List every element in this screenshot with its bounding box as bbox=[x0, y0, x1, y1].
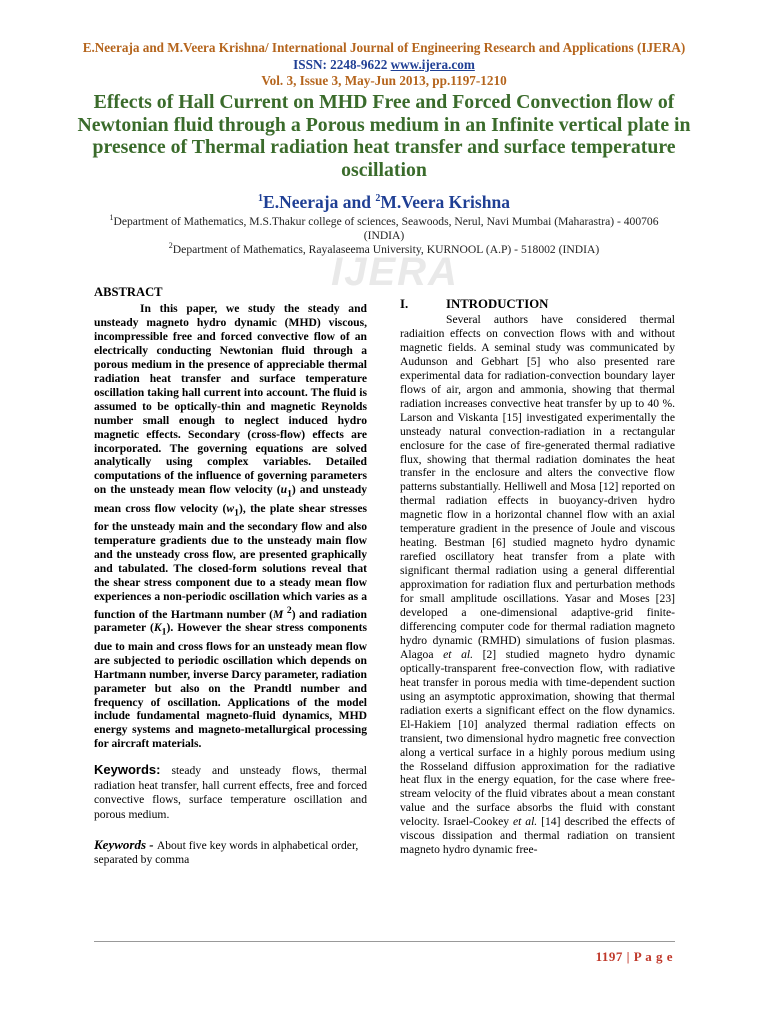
affiliation-2 bbox=[90, 239, 678, 257]
intro-part-1: Several authors have considered thermal radiaition effects on convection flows with and without magnetic fields. A seminal study was communicated by Audunson and Gebhart [5] who also presented rare experimental data for radiation-convection boundary layer flows of air, argon and ammonia, showing that thermal radiation increases convective heat transfer by up to 40 %. Larson and Viskanta [15] investigated experimentally the unsteady natural convection-radiation in a rectangular enclosure for the case of fire-generated thermal radiative flux, showing that thermal radiation dominates the heat transfer in the enclosure and alters the convective flow patterns substantially. Helliwell and Mosa [12] reported on thermal radiation effects in buoyancy-driven hydro magnetic flow in a horizontal channel flow with an axial temperature gradient in the presence of Joule and viscous heating. Bestman [6] studied magneto hydro dynamic rarefied oscillatory heat transfer from a plate with significant thermal radiation using a general differential approximation for radiation flux and perturbation methods for small amplitude oscillations. Yasar and Moses [23] developed a one-dimensional adaptive-grid finite-differencing computer code for thermal radiation magneto hydro dynamic (RMHD) simulations of fusion plasmas. Alagoa bbox=[400, 313, 675, 661]
page-footer bbox=[596, 949, 673, 965]
affiliation-2-text: Department of Mathematics, Rayalaseema University, KURNOOL (A.P) - 518002 (INDIA) bbox=[172, 242, 600, 256]
symbol-k-sub: 1 bbox=[161, 626, 167, 638]
affiliation-2-sup: 2 bbox=[168, 241, 173, 250]
keywords-label: Keywords: bbox=[94, 762, 161, 778]
author2-sup: 2 bbox=[375, 193, 381, 204]
left-column bbox=[94, 285, 367, 868]
keywords-template-label: Keywords - bbox=[94, 836, 157, 852]
introduction-text bbox=[400, 313, 675, 857]
intro-etal-2: et al. bbox=[513, 815, 538, 829]
keywords-template bbox=[94, 838, 367, 868]
keywords-text: steady and unsteady flows, thermal radiation heat transfer, hall current effects, free and forced convective flows, surface temperature oscillation and porous medium. bbox=[94, 764, 367, 821]
abstract-part-5: ). However the shear stress components due to main and cross flows for an unsteady mean flow are subjected to periodic oscillation which depends on Hartmann number, inverse Darcy parameter, radiation parameter but also on the Prandtl number and frequency of oscillation. Applications of the model include fundamental magneto-fluid dynamics, MHD energy systems and magneto-metallurgical processing for aircraft materials. bbox=[94, 621, 367, 751]
symbol-w-sub: 1 bbox=[234, 506, 239, 518]
watermark-logo: IJERA bbox=[331, 250, 459, 294]
author1-name: E.Neeraja bbox=[263, 191, 339, 212]
keywords-template-text: About five key words in alphabetical order, separated by comma bbox=[94, 838, 359, 867]
affiliation-1-text: Department of Mathematics, M.S.Thakur college of sciences, Seawoods, Nerul, Navi Mumbai (Maharastra) - 400706 (INDIA) bbox=[113, 214, 659, 242]
footer-divider bbox=[94, 941, 675, 942]
keywords bbox=[94, 763, 367, 822]
paper-title: Effects of Hall Current on MHD Free and Forced Convection flow of Newtonian fluid through a Porous medium in an Infinite vertical plate in presence of Thermal radiation heat transfer and surface temperature oscillation bbox=[77, 91, 691, 181]
abstract-part-4: ) and radiation parameter ( bbox=[94, 607, 367, 635]
abstract-heading: ABSTRACT bbox=[94, 285, 163, 299]
symbol-k: K bbox=[153, 621, 162, 635]
abstract-part-1: In this paper, we study the steady and unsteady magneto hydro dynamic (MHD) viscous, incompressible free and forced convective flow of an electrically conducting Newtonian fluid through a porous medium in the presence of appreciable thermal radiation heat transfer and surface temperature oscillation taking hall current into account. The fluid is assumed to be optically-thin and magnetic Reynolds number small enough to neglect induced hydro magnetic effects. Secondary (cross-flow) effects are incorporated. The governing equations are solved analytically using complex variables. Detailed computations of the influence of governing parameters on the unsteady mean flow velocity ( bbox=[94, 302, 367, 497]
abstract-part-2: ) and unsteady mean cross flow velocity ( bbox=[94, 483, 367, 515]
header-volume: Vol. 3, Issue 3, May-Jun 2013, pp.1197-1210 bbox=[261, 73, 507, 88]
section-number: I. bbox=[400, 297, 409, 311]
intro-etal-1: et al. bbox=[443, 647, 474, 661]
page-label: P a g e bbox=[633, 949, 673, 964]
symbol-m: M bbox=[273, 607, 284, 621]
header-citation: E.Neeraja and M.Veera Krishna/ International Journal of Engineering Research and Applications (IJERA) bbox=[82, 40, 686, 55]
author2-name: M.Veera Krishna bbox=[380, 191, 510, 212]
introduction-heading bbox=[400, 297, 675, 312]
symbol-m-sup: 2 bbox=[286, 604, 292, 616]
header-issn: ISSN: 2248-9622 bbox=[293, 56, 388, 72]
journal-header bbox=[80, 40, 688, 90]
header-website-link[interactable]: www.ijera.com bbox=[390, 56, 475, 72]
symbol-w: w bbox=[226, 501, 235, 515]
symbol-u-sub: 1 bbox=[287, 488, 292, 500]
affiliation-1-sup: 1 bbox=[109, 213, 114, 222]
author-and: and bbox=[338, 191, 376, 212]
author1-sup: 1 bbox=[258, 193, 264, 204]
footer-separator: | bbox=[622, 949, 634, 964]
intro-part-2: [2] studied magneto hydro dynamic optically-transparent free-convection flow, with radiative heat transfer in porous media with time-dependent suction using an asymptotic approximation, showing that thermal radiation exerts a significant effect on the flow dynamics. El-Hakiem [10] analyzed thermal radiation effects on transient, two dimensional hydro magnetic free convection along a vertical surface in a highly porous medium using the Rosseland diffusion approximation for the radiative heat flux in the energy equation, for the case where free-stream velocity of the fluid vibrates about a mean constant value and the surface absorbs the fluid with constant velocity. Israel-Cookey bbox=[400, 647, 675, 829]
symbol-u: u bbox=[280, 483, 288, 497]
section-title: INTRODUCTION bbox=[446, 297, 549, 311]
abstract-text bbox=[94, 302, 367, 751]
intro-part-3: [14] described the effects of viscous dissipation and thermal radiation on transient magneto hydro dynamic free- bbox=[400, 815, 676, 857]
right-column bbox=[400, 297, 675, 857]
abstract-part-3: ), the plate shear stresses for the unsteady main and the secondary flow and also temperature gradients due to the unsteady main flow and the unsteady cross flow, are presented graphically and tabulated. The closed-form solutions reveal that the shear stress component due to a steady mean flow experiences a non-periodic oscillation which varies as a function of the Hartmann number ( bbox=[94, 501, 367, 621]
author-list bbox=[80, 188, 688, 213]
page-number: 1197 bbox=[595, 949, 623, 964]
